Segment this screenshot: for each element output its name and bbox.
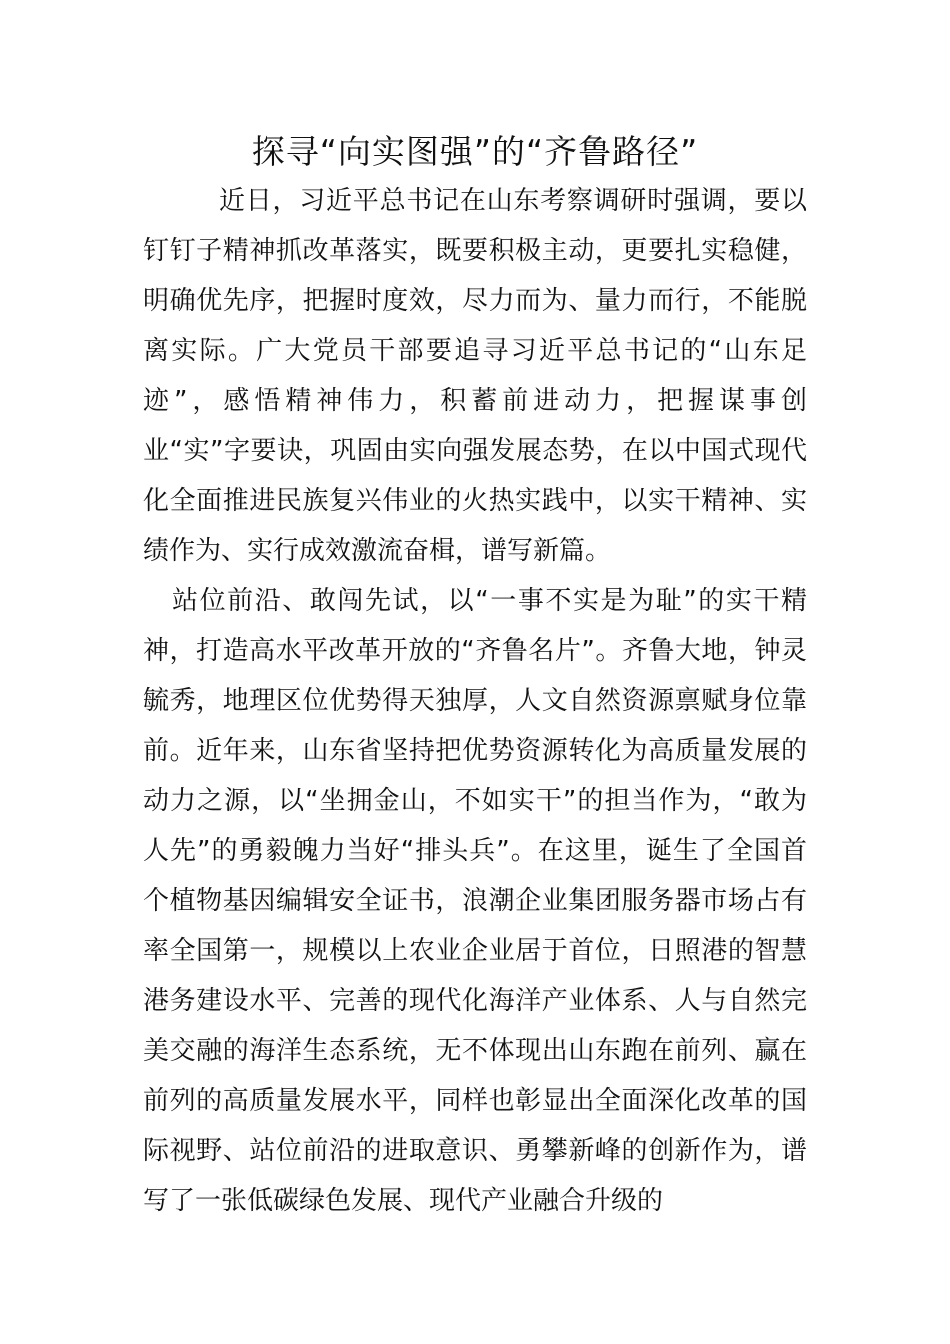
paragraph-1: 近日，习近平总书记在山东考察调研时强调，要以钉钉子精神抓改革落实，既要积极主动，更要扎实稳健，明确优先序，把握时度效，尽力而为、量力而行，不能脱离实际。广大党员干部要追寻习近平总书记的“山东足迹”，感悟精神伟力，积蓄前进动力，把握谋事创业“实”字要诀，巩固由实向强发展态势，在以中国式现代化全面推进民族复兴伟业的火热实践中，以实干精神、实绩作为、实行成效激流奋楫，谱写新篇。 <box>143 186 807 566</box>
document-title: 探寻“向实图强”的“齐鲁路径” <box>251 132 699 171</box>
paragraph-2: 站位前沿、敢闯先试，以“一事不实是为耻”的实干精神，打造高水平改革开放的“齐鲁名片”。齐鲁大地，钟灵毓秀，地理区位优势得天独厚，人文自然资源禀赋身位靠前。近年来，山东省坚持把优势资源转化为高质量发展的动力之源，以“坐拥金山，不如实干”的担当作为，“敢为人先”的勇毅魄力当好“排头兵”。在这里，诞生了全国首个植物基因编辑安全证书，浪潮企业集团服务器市场占有率全国第一，规模以上农业企业居于首位，日照港的智慧港务建设水平、完善的现代化海洋产业体系、人与自然完美交融的海洋生态系统，无不体现出山东跑在前列、赢在前列的高质量发展水平，同样也彰显出全面深化改革的国际视野、站位前沿的进取意识、勇攀新峰的创新作为，谱写了一张低碳绿色发展、现代产业融合升级的 <box>143 586 807 1216</box>
